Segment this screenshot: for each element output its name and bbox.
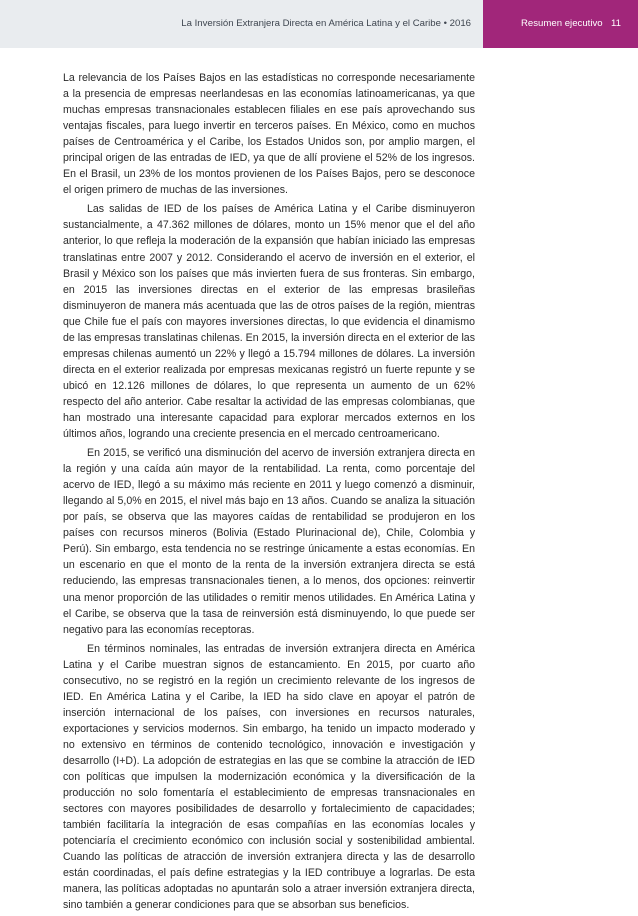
- page-header: [0, 0, 638, 48]
- paragraph: La relevancia de los Países Bajos en las estadísticas no corresponde necesariamente a la presencia de empresas neerlandesas en las economías latinoamericanas, ya que muchas empresas transnacionales establecen filiales en ese país aprovechando sus ventajas fiscales, para luego invertir en terceros países. En México, como en muchos países de Centroamérica y el Caribe, los Estados Unidos son, por amplio margen, el principal origen de las entradas de IED, ya que de allí proviene el 52% de los ingresos. En el Brasil, un 23% de los montos provienen de los Países Bajos, pero se desconoce el origen primero de muchas de las inversiones.: [63, 72, 475, 197]
- running-title: La Inversión Extranjera Directa en América Latina y el Caribe • 2016: [181, 18, 471, 29]
- page-number: 11: [611, 18, 621, 29]
- section-tab: [483, 0, 638, 48]
- paragraph: Las salidas de IED de los países de América Latina y el Caribe disminuyeron sustancialmente, a 47.362 millones de dólares, monto un 15% menor que el del año anterior, lo que refleja la moderación de la expansión que habían iniciado las empresas translatinas entre 2007 y 2012. Considerando el acervo de inversión en el exterior, el Brasil y México son los países que más invierten fuera de sus fronteras. Sin embargo, en 2015 las inversiones directas en el exterior de las empresas brasileñas disminuyeron de manera más acentuada que las de otros países de la región, mientras que Chile fue el país con mayores inversiones directas, lo que evidencia el dinamismo de las empresas translatinas chilenas. En 2015, la inversión directa en el exterior de las empresas chilenas aumentó un 22% y llegó a 15.794 millones de dólares. La inversión directa en el exterior realizada por empresas mexicanas registró un fuerte repunte y se ubicó en 12.126 millones de dólares, lo que representa un aumento de un 62% respecto del año anterior. Cabe resaltar la actividad de las empresas colombianas, que han mostrado una interesante capacidad para explorar mercados externos en los últimos años, logrando una creciente presencia en el mercado centroamericano.: [63, 203, 475, 441]
- paragraph: En 2015, se verificó una disminución del acervo de inversión extranjera directa en la región y una caída aún mayor de la rentabilidad. La renta, como porcentaje del acervo de IED, llegó a su máximo más reciente en 2011 y luego comenzó a disminuir, llegando al 5,0% en 2015, el nivel más bajo en 13 años. Cuando se analiza la situación por país, se observa que las mayores caídas de rentabilidad se produjeron en los países con recursos mineros (Bolivia (Estado Plurinacional de), Chile, Colombia y Perú). Sin embargo, esta tendencia no se restringe únicamente a estas economías. En un escenario en que el monto de la renta de la inversión extranjera directa se está reduciendo, las empresas transnacionales tienen, a lo menos, dos opciones: reinvertir una menor proporción de las utilidades o remitir menos utilidades. En América Latina y el Caribe, se observa que la tasa de reinversión está disminuyendo, lo que puede ser negativo para las economías receptoras.: [63, 447, 475, 636]
- paragraph: En términos nominales, las entradas de inversión extranjera directa en América Latina y el Caribe muestran signos de estancamiento. En 2015, por cuarto año consecutivo, no se registró en la región un crecimiento relevante de los ingresos de IED. En América Latina y el Caribe, la IED ha sido clave en apoyar el patrón de inserción internacional de los países, con inversiones en recursos naturales, exportaciones y servicios modernos. Sin embargo, ha tenido un impacto moderado y no extensivo en términos de contenido tecnológico, innovación e investigación y desarrollo (I+D). La adopción de estrategias en las que se combine la atracción de IED con políticas que impulsen la modernización económica y la diversificación de la producción no solo fomentaría el establecimiento de empresas transnacionales en sectores con mayores posibilidades de desarrollo y fortalecimiento de capacidades; también facilitaría la integración de esas compañías en las economías locales y potenciaría el crecimiento económico con inclusión social y sostenibilidad ambiental. Cuando las políticas de atracción de inversión extranjera directa y las de desarrollo están coordinadas, el país define estrategias y la IED contribuye a lograrlas. De esta manera, las políticas adoptadas no apuntarán solo a atraer inversión extranjera directa, sino también a generar condiciones para que se absorban sus beneficios.: [63, 642, 475, 912]
- body-text: [63, 70, 475, 916]
- section-label: Resumen ejecutivo: [521, 18, 603, 29]
